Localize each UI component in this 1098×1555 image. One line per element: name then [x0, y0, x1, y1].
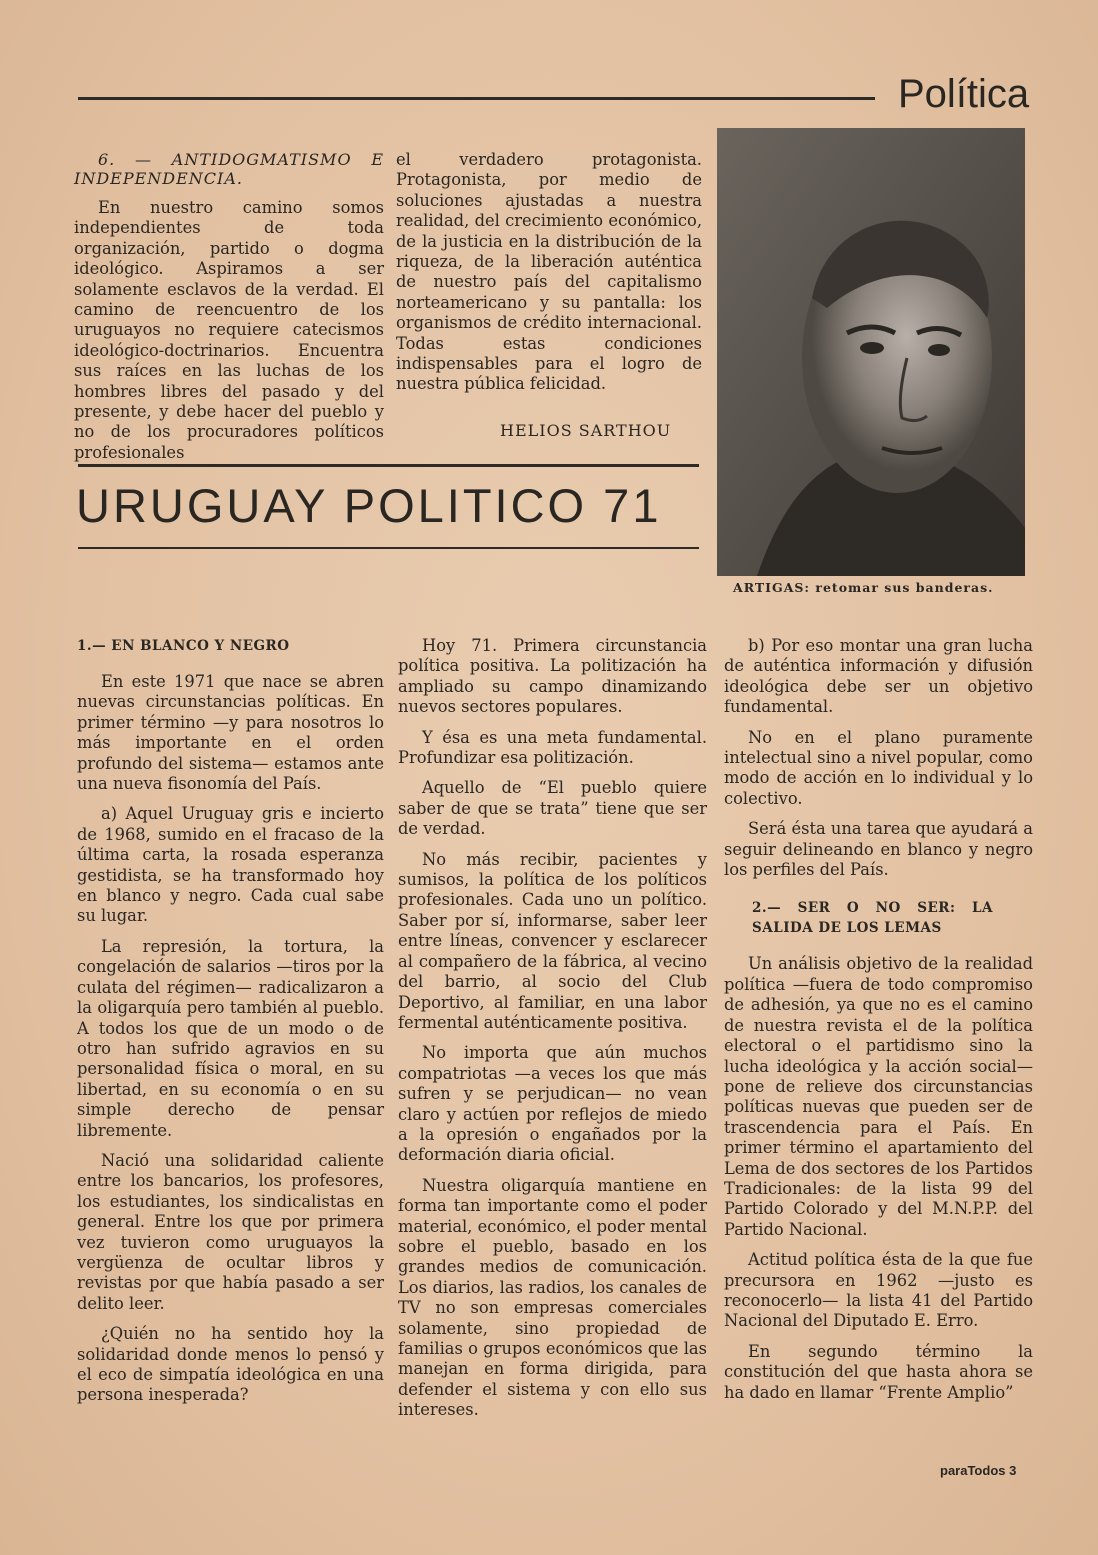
intro-paragraph: el verdadero protagonista. Protagonista, por medio de soluciones ajustadas a nuestra realidad, del crecimiento económico, de la justicia en la distribución de la riqueza, de la liberación auténtica de nuestro país del capitalismo norteamericano y su pantalla: los organismos de crédito internacional. Todas estas condiciones indispensables para el logro de nuestra pública felicidad. [396, 150, 702, 394]
page-footer [940, 1463, 1016, 1478]
article-paragraph: Y ésa es una meta fundamental. Profundizar esa politización. [398, 727, 707, 768]
section-title: Política [898, 72, 1030, 116]
article-paragraph: Hoy 71. Primera circunstancia política positiva. La politización ha ampliado su campo dinamizando nuevos sectores populares. [398, 636, 707, 717]
article-paragraph: b) Por eso montar una gran lucha de auténtica información y difusión ideológica debe ser un objetivo fundamental. [724, 636, 1033, 717]
article-paragraph: Será ésta una tarea que ayudará a seguir delineando en blanco y negro los perfiles del País. [724, 819, 1033, 880]
article-paragraph: a) Aquel Uruguay gris e incierto de 1968, sumido en el fracaso de la última carta, la rosada esperanza gestidista, se ha transformado hoy en blanco y negro. Cada cual sabe su lugar. [77, 804, 384, 926]
article-paragraph: En segundo término la constitución del que hasta ahora se ha dado en llamar “Frente Amplio” [724, 1341, 1033, 1402]
article-paragraph: Nuestra oligarquía mantiene en forma tan importante como el poder material, económico, el poder mental sobre el pueblo, basado en los grandes medios de comunicación. Los diarios, las radios, los canales de TV no son empresas comerciales solamente, sino propiedad de familias o grupos económicos que las manejan en forma dirigida, para defender el sistema y con ello sus intereses. [398, 1175, 707, 1420]
article-paragraph: Un análisis objetivo de la realidad política —fuera de todo compromiso de adhesión, ya que no es el camino de nuestra revista el de la política electoral o el partidismo sino la lucha ideológica y la acción social— pone de relieve dos circunstancias políticas nuevas que pueden ser de trascendencia para el País. En primer término el apartamiento del Lema de dos sectores de los Partidos Tradicionales: de la lista 99 del Partido Colorado y del M.N.P.P. del Partido Nacional. [724, 954, 1033, 1239]
author-signature: HELIOS SARTHOU [500, 421, 672, 440]
article-paragraph: Nació una solidaridad caliente entre los bancarios, los profesores, los estudiantes, los sindicalistas en general. Entre los que por primera vez tuvieron como uruguayos la vergüenza de ocultar libros y revistas por que había pasado a ser delito leer. [77, 1150, 384, 1313]
title-rule-top [78, 464, 699, 467]
article-paragraph: No importa que aún muchos compatriotas —a veces los que más sufren y se perjudican— no vean claro y actúen por reflejos de miedo a la opresión o engañados por la deformación diaria oficial. [398, 1043, 707, 1165]
section-heading: 1.— EN BLANCO Y NEGRO [77, 638, 290, 654]
article-paragraph: Aquello de “El pueblo quiere saber de que se trata” tiene que ser de verdad. [398, 778, 707, 839]
header-rule [78, 97, 875, 100]
intro-paragraph: En nuestro camino somos independientes de toda organización, partido o dogma ideológico. Aspiramos a ser solamente esclavos de la verdad. El camino de reencuentro de los uruguayos no requiere catecismos ideológico-doctrinarios. Encuentra sus raíces en las luchas de los hombres libres del pasado y del presente, y debe hacer del pueblo y no de los procuradores políticos profesionales [74, 198, 384, 462]
artigas-portrait [717, 128, 1025, 576]
article-paragraph: No más recibir, pacientes y sumisos, la política de los políticos profesionales. Cada uno un político. Saber por sí, informarse, saber leer entre líneas, convencer y esclarecer al compañero de la fábrica, al vecino del barrio, al socio del Club Deportivo, al familiar, en una labor fermental auténticamente positiva. [398, 849, 707, 1032]
portrait-caption: ARTIGAS: retomar sus banderas. [733, 580, 994, 595]
page-number: 3 [1009, 1463, 1017, 1478]
article-paragraph: En este 1971 que nace se abren nuevas circunstancias políticas. En primer término —y para nosotros lo más importante en el orden profundo del sistema— estamos ante una nueva fisonomía del País. [77, 672, 384, 794]
main-title: URUGUAY POLITICO 71 [76, 479, 662, 532]
intro-column-2 [396, 150, 702, 405]
intro-column-1 [74, 150, 384, 473]
article-column-2 [398, 636, 707, 1431]
article-paragraph: La represión, la tortura, la congelación de salarios —tiros por la culata del régimen— radicalizaron a la oligarquía pero también al pueblo. A todos los que de un modo o de otro han sufrido agravios en su personalidad física o moral, en su libertad, en su economía o en su simple derecho de pensar libremente. [77, 936, 384, 1140]
intro-heading: 6. — ANTIDOGMATISMO E INDEPENDENCIA. [74, 150, 384, 188]
article-column-1 [77, 636, 384, 1416]
article-paragraph: Actitud política ésta de la que fue precursora en 1962 —justo es reconocerlo— la lista 41 del Partido Nacional del Diputado E. Erro. [724, 1250, 1033, 1331]
title-rule-bottom [78, 547, 699, 549]
magazine-name: paraTodos [940, 1463, 1006, 1478]
article-paragraph: ¿Quién no ha sentido hoy la solidaridad donde menos lo pensó y el eco de simpatía ideológica en una persona inesperada? [77, 1324, 384, 1405]
article-column-3 [724, 636, 1033, 1413]
section-heading: 2.— SER O NO SER: LA SALIDA DE LOS LEMAS [752, 900, 993, 937]
article-paragraph: No en el plano puramente intelectual sino a nivel popular, como modo de acción en lo individual y lo colectivo. [724, 727, 1033, 808]
